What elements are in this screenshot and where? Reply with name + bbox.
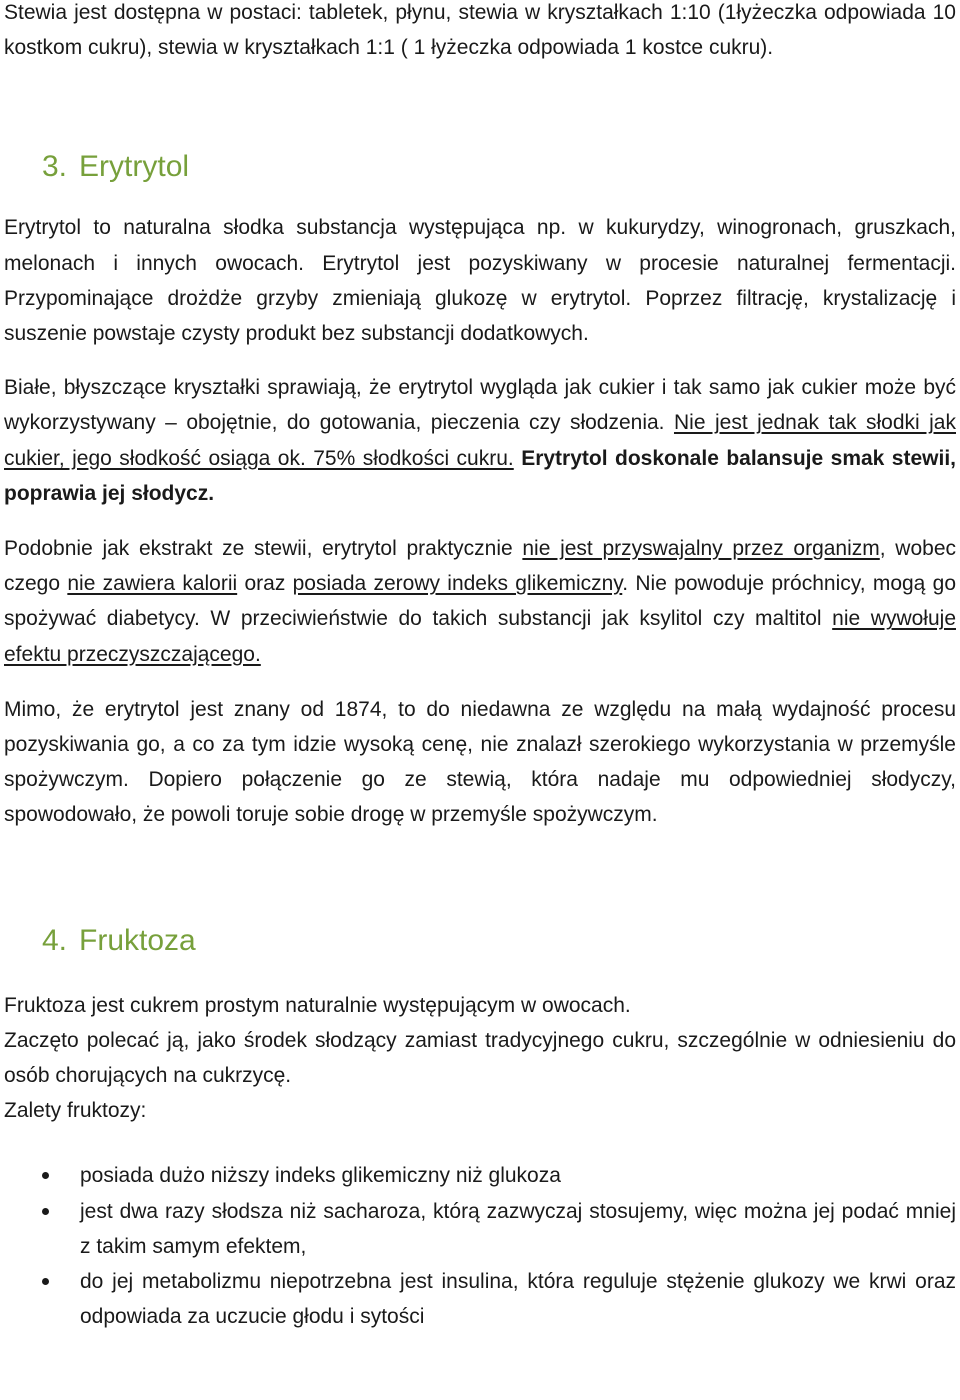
- list-item: [4, 1158, 956, 1193]
- erytrytol-p3-u3: posiada zerowy indeks glikemiczny: [292, 572, 623, 596]
- erytrytol-p3-t3: oraz: [237, 572, 293, 596]
- erytrytol-p2-underlined: Nie jest jednak tak słodki jak cukier, jego słodkość osiąga ok. 75% słodkości cukru.: [4, 411, 956, 470]
- section-4-heading: [4, 921, 956, 961]
- bullet-icon: [42, 1278, 49, 1285]
- erytrytol-p3-u1: nie jest przyswajalny przez organizm: [522, 537, 880, 561]
- list-item-text: jest dwa razy słodsza niż sacharoza, którą zazwyczaj stosujemy, więc można jej podać mniej z takim samym efektem,: [80, 1199, 956, 1258]
- erytrytol-p3-t4: . Nie powoduje próchnicy, mogą go spożywać diabetycy. W przeciwieństwie do takich substancji jak ksylitol czy maltitol: [4, 572, 957, 631]
- section-4-number: 4.: [42, 923, 68, 957]
- erytrytol-p3-t2: , wobec czego: [4, 537, 957, 596]
- section-3-heading: [4, 147, 956, 187]
- fruktoza-line-1: Fruktoza jest cukrem prostym naturalnie występującym w owocach.: [4, 993, 631, 1017]
- bullet-icon: [42, 1208, 49, 1215]
- list-item: [4, 1194, 956, 1264]
- erytrytol-paragraph-2: [4, 370, 956, 511]
- fruktoza-advantages-list: [4, 1158, 956, 1334]
- intro-paragraph: Stewia jest dostępna w postaci: tabletek, płynu, stewia w kryształkach 1:10 (1łyżeczka odpowiada 10 kostkom cukru), stewia w kryształkach 1:1 ( 1 łyżeczka odpowiada 1 kostce cukru).: [4, 1, 956, 60]
- erytrytol-p2-bold: Erytrytol doskonale balansuje smak stewii, poprawia jej słodycz.: [4, 446, 956, 505]
- erytrytol-p3-u4: nie wywołuje efektu przeczyszczającego.: [4, 607, 956, 666]
- fruktoza-line-3: Zalety fruktozy:: [4, 1099, 147, 1123]
- list-item-text: do jej metabolizmu niepotrzebna jest insulina, która reguluje stężenie glukozy we krwi oraz odpowiada za uczucie głodu i sytości: [80, 1270, 956, 1329]
- erytrytol-p3-t1: Podobnie jak ekstrakt ze stewii, erytrytol praktycznie: [4, 537, 523, 561]
- erytrytol-paragraph-4: Mimo, że erytrytol jest znany od 1874, to do niedawna ze względu na małą wydajność procesu pozyskiwania go, a co za tym idzie wysoką cenę, nie znalazł szerokiego wykorzystania w przemyśle spożywczym. Dopiero połączenie go ze stewią, która nadaje mu odpowiedniej słodyczy, spowodowało, że powoli toruje sobie drogę w przemyśle spożywczym.: [4, 697, 956, 827]
- bullet-icon: [42, 1172, 49, 1179]
- erytrytol-p3-u2: nie zawiera kalorii: [67, 572, 238, 596]
- erytrytol-paragraph-1: Erytrytol to naturalna słodka substancja występująca np. w kukurydzy, winogronach, gruszkach, melonach i innych owocach. Erytrytol jest pozyskiwany w procesie naturalnej fermentacji. Przypominające drożdże grzyby zmieniają glukozę w erytrytol. Poprzez filtrację, krystalizację i suszenie powstaje czysty produkt bez substancji dodatkowych.: [4, 216, 956, 346]
- fruktoza-line-2: Zaczęto polecać ją, jako środek słodzący zamiast tradycyjnego cukru, szczególnie w odniesieniu do osób chorujących na cukrzycę.: [4, 1028, 956, 1088]
- list-item-text: posiada dużo niższy indeks glikemiczny niż glukoza: [80, 1164, 561, 1188]
- section-3-title: Erytrytol: [79, 150, 190, 184]
- erytrytol-paragraph-3: [4, 531, 956, 672]
- document-page: [4, 0, 956, 1334]
- section-4-title: Fruktoza: [79, 923, 196, 957]
- section-3-number: 3.: [42, 150, 68, 184]
- erytrytol-p2-text: Białe, błyszczące kryształki sprawiają, że erytrytol wygląda jak cukier i tak samo jak cukier może być wykorzystywany – obojętnie, do gotowania, pieczenia czy słodzenia.: [4, 376, 956, 435]
- list-item: [4, 1264, 956, 1334]
